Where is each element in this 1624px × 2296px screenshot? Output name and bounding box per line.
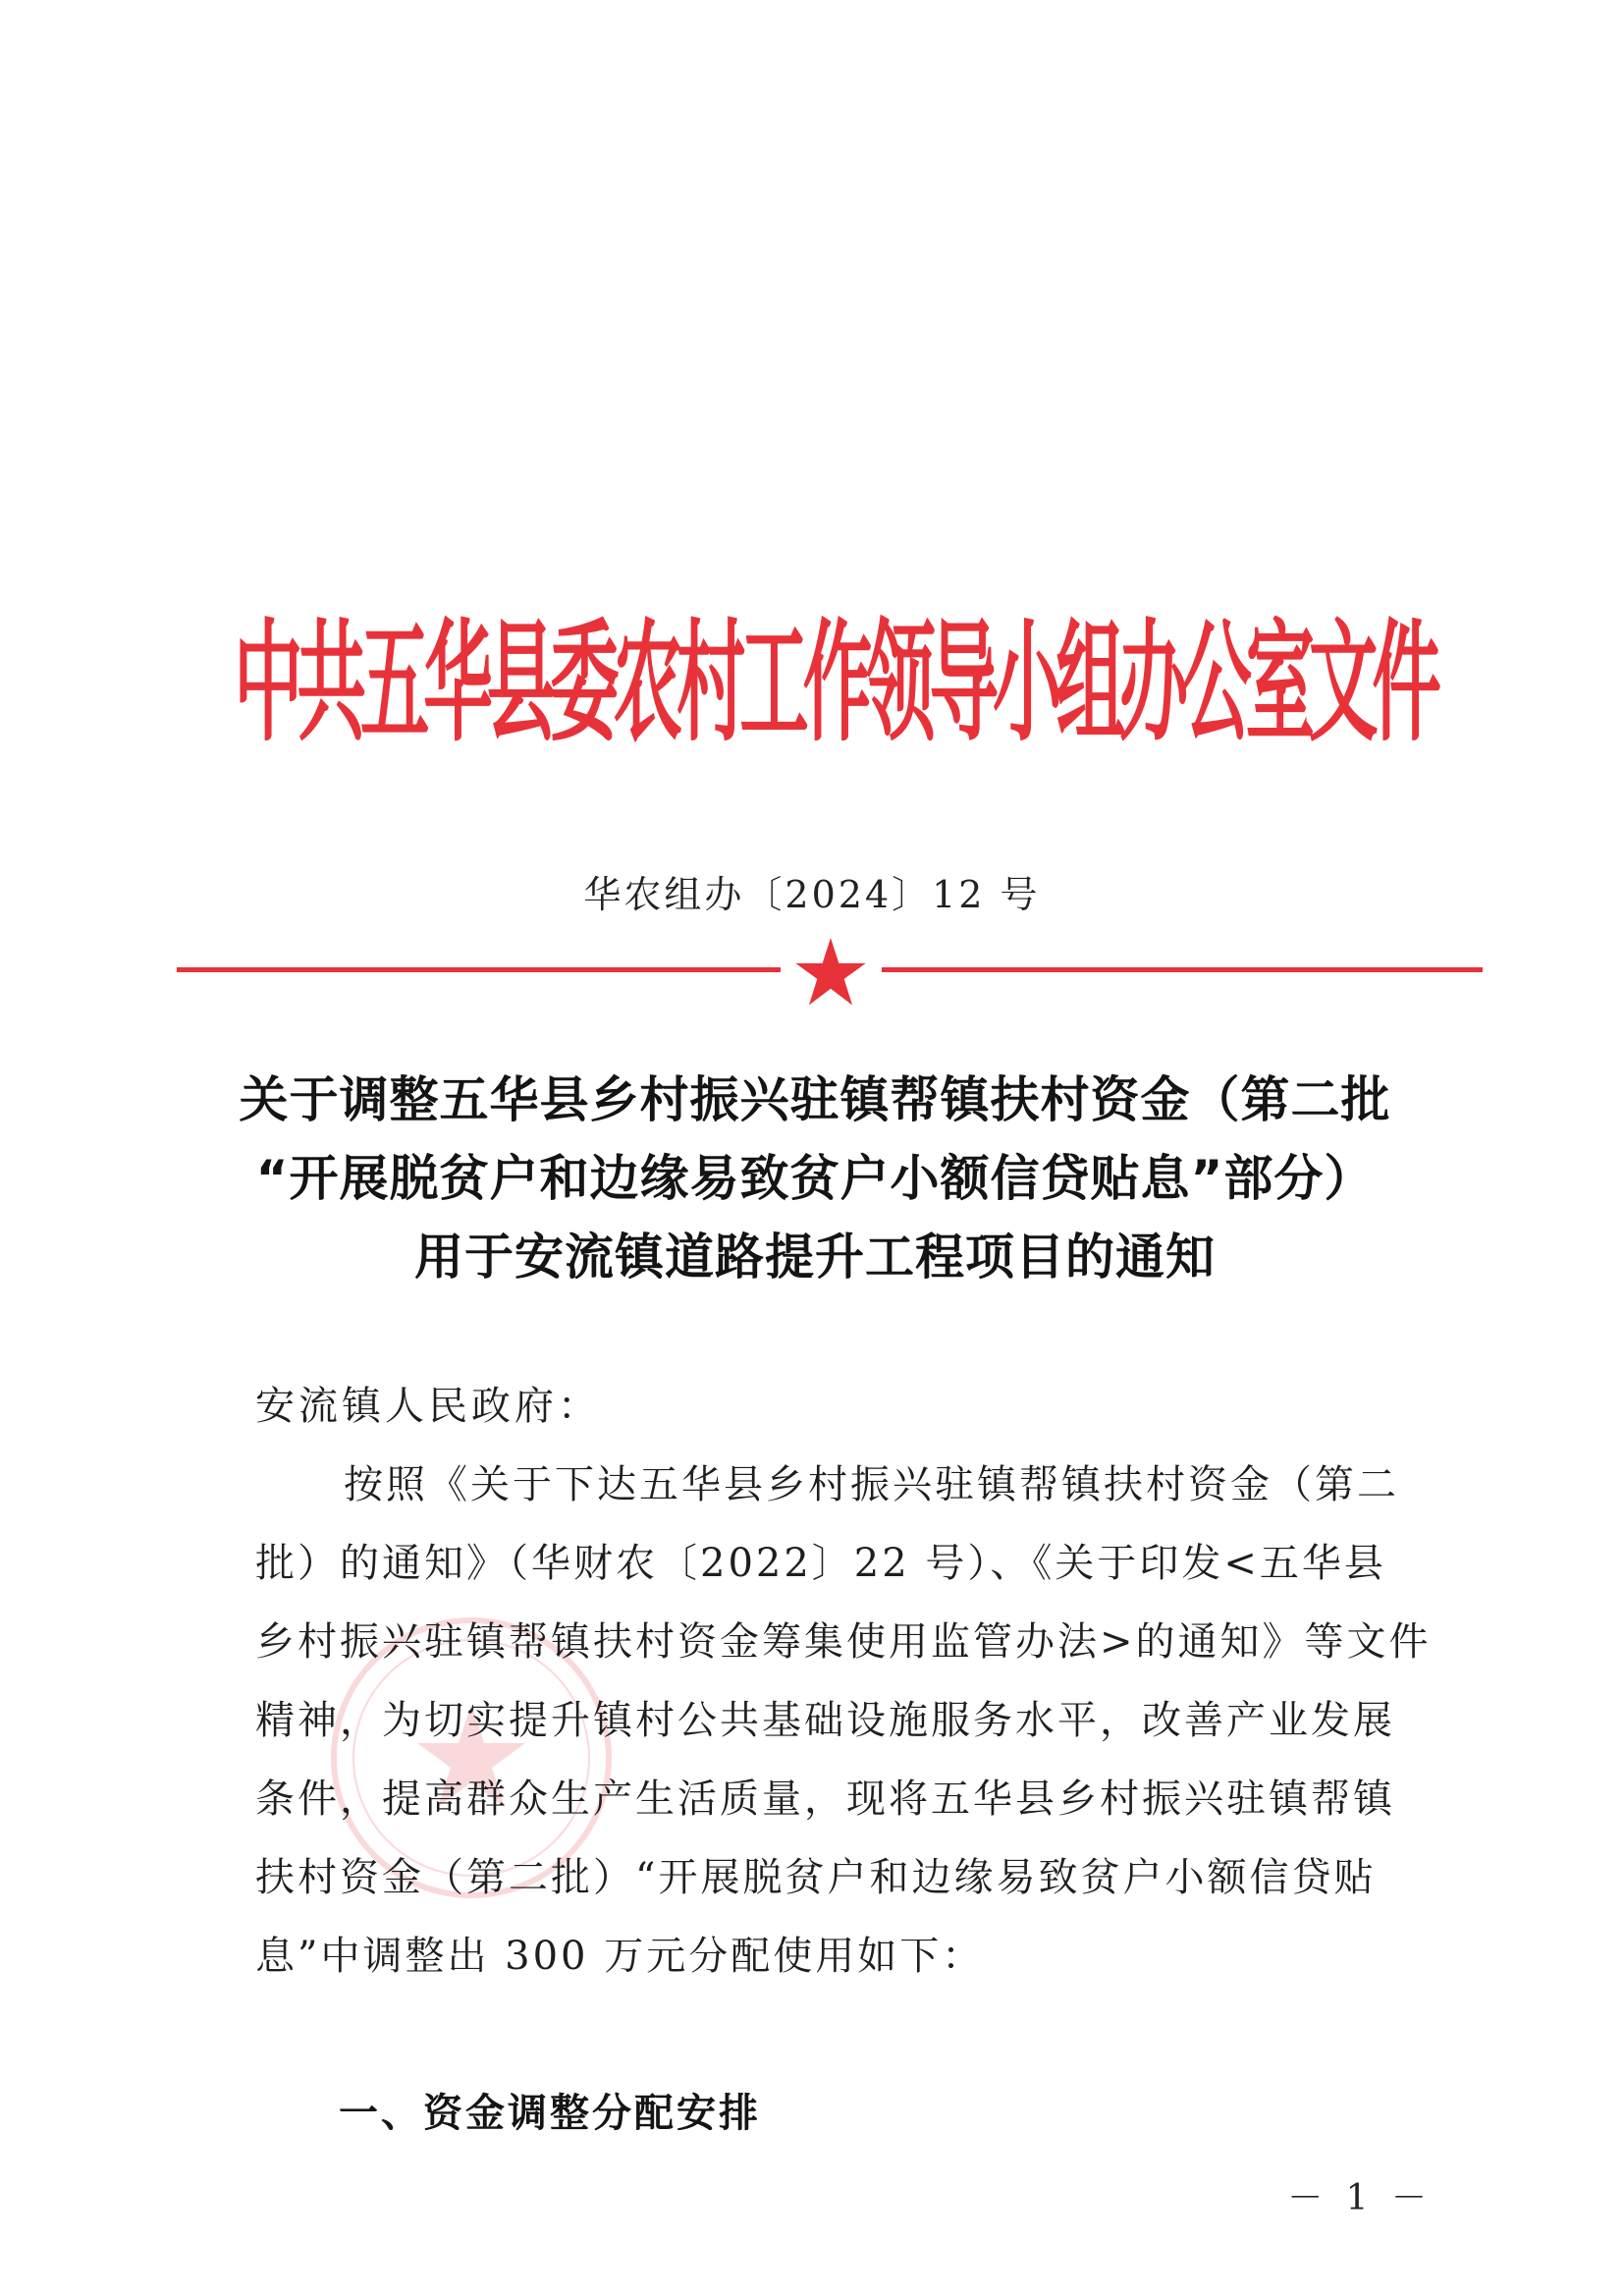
document-number: 华农组办〔2024〕12 号 <box>583 873 1041 916</box>
body-paragraph-line: 批）的通知》（华财农〔2022〕22 号）、《关于印发<五华县 <box>255 1541 1386 1586</box>
body-paragraph-line: 息”中调整出 300 万元分配使用如下： <box>255 1934 985 1979</box>
header-divider-right <box>882 967 1483 972</box>
red-star-icon <box>793 935 868 1010</box>
header-divider-left <box>177 967 781 972</box>
addressee: 安流镇人民政府： <box>255 1384 601 1429</box>
body-paragraph-line: 精神，为切实提升镇村公共基础设施服务水平，改善产业发展 <box>255 1698 1395 1743</box>
body-paragraph-line: 乡村振兴驻镇帮镇扶村资金筹集使用监管办法>的通知》等文件 <box>255 1619 1432 1665</box>
section-heading: 一、资金调整分配安排 <box>339 2091 761 2136</box>
notice-title-line-2: “开展脱贫户和边缘易致贫户小额信贷贴息”部分） <box>255 1150 1375 1207</box>
notice-title-line-3: 用于安流镇道路提升工程项目的通知 <box>414 1229 1216 1285</box>
notice-title-line-1: 关于调整五华县乡村振兴驻镇帮镇扶村资金（第二批 <box>239 1071 1391 1128</box>
body-paragraph-line: 按照《关于下达五华县乡村振兴驻镇帮镇扶村资金（第二 <box>344 1462 1399 1507</box>
body-paragraph-line: 条件，提高群众生产生活质量，现将五华县乡村振兴驻镇帮镇 <box>255 1777 1395 1822</box>
page-number: － 1 － <box>1287 2178 1433 2218</box>
body-paragraph-line: 扶村资金（第二批）“开展脱贫户和边缘易致贫户小额信贷贴 <box>255 1855 1377 1900</box>
issuer-header-title: 中共五华县委农村工作领导小组办公室文件 <box>234 606 1435 760</box>
